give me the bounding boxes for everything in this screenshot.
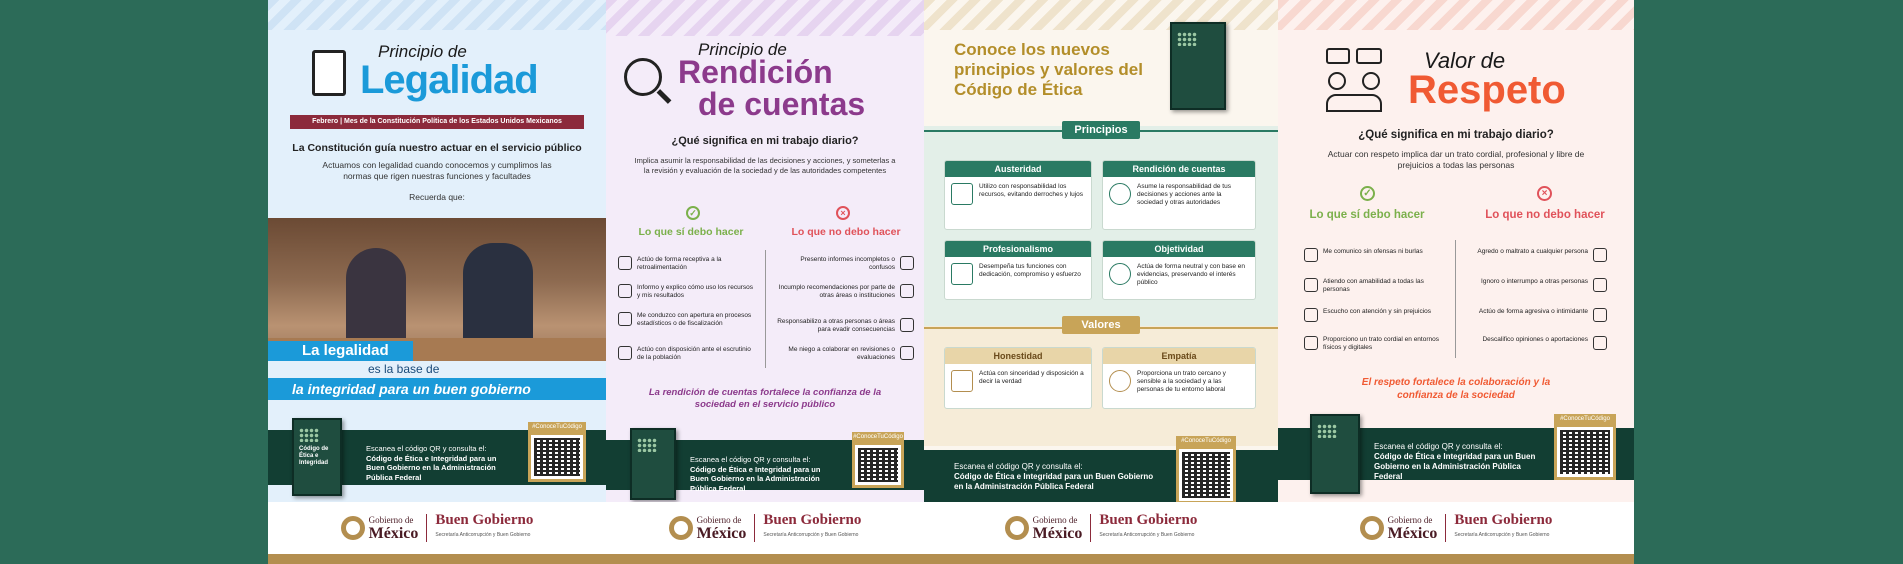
divider <box>1445 514 1446 542</box>
qr-hashtag: #ConoceTuCódigo <box>852 432 904 443</box>
poster-legalidad <box>268 0 606 564</box>
dont-item-3: Actúo de forma agresiva o intimidante <box>1478 308 1588 315</box>
gold-bar <box>268 554 606 564</box>
gob-line1: Gobierno de <box>1032 514 1078 525</box>
buen-sub: Secretaría Anticorrupción y Buen Gobierno <box>1454 532 1550 538</box>
column-divider <box>765 250 766 368</box>
qr-line2: Código de Ética e Integridad para un Buen Gobierno en la Administración Pública Federal <box>366 453 497 482</box>
title-small: Principio de <box>378 42 467 61</box>
gob-line2: México <box>1032 524 1083 542</box>
qr-line1: Escanea el código QR y consulta el: <box>366 444 487 453</box>
gobierno-logo <box>341 515 419 542</box>
qr-text <box>366 444 516 482</box>
qr-line1: Escanea el código QR y consulta el: <box>954 462 1083 471</box>
footer <box>924 502 1278 554</box>
poster-rendicion <box>606 0 924 564</box>
gold-bar <box>606 554 924 564</box>
person-man <box>463 243 533 353</box>
column-divider <box>1455 240 1456 358</box>
card-title: Rendición de cuentas <box>1103 161 1255 177</box>
title-big-2: de cuentas <box>698 86 866 122</box>
poster-respeto <box>1278 0 1634 564</box>
cross-icon: × <box>836 206 850 220</box>
book-dots-icon <box>1317 424 1337 438</box>
qr-hashtag: #ConoceTuCódigo <box>528 422 586 433</box>
gold-bar <box>924 554 1278 564</box>
buen-gobierno-logo <box>763 513 861 543</box>
book-dots-icon <box>299 428 319 442</box>
qr-code[interactable] <box>528 424 586 482</box>
headline: Conoce los nuevos principios y valores del Código de Ética <box>954 40 1143 99</box>
id-card-icon <box>951 370 973 392</box>
dont-title: Lo que no debo hacer <box>1485 209 1605 221</box>
card-title: Honestidad <box>945 348 1091 364</box>
headline: La Constitución guía nuestro actuar en el servicio público <box>292 142 582 154</box>
card-honestidad <box>944 347 1092 409</box>
cross-icon: × <box>1537 186 1552 201</box>
buen-gobierno-logo <box>1454 513 1552 543</box>
closing-text: La rendición de cuentas fortalece la confianza de la sociedad en el servicio público <box>648 387 882 410</box>
code-book <box>292 418 342 496</box>
do-icon-2 <box>618 284 632 298</box>
title-small: Valor de <box>1424 48 1506 73</box>
qr-pattern <box>858 448 898 482</box>
dont-icon-2 <box>1593 278 1607 292</box>
magnifier-handle <box>657 89 672 104</box>
do-icon-4 <box>618 346 632 360</box>
do-icon-3 <box>1304 308 1318 322</box>
title-big: Respeto <box>1408 68 1566 112</box>
card-title: Austeridad <box>945 161 1091 177</box>
book-dots-icon <box>1177 32 1197 46</box>
dont-icon-1 <box>900 256 914 270</box>
body-text: Actuamos con legalidad cuando conocemos y cumplimos las normas que rigen nuestras funciones y facultades <box>322 160 552 181</box>
check-icon: ✓ <box>686 206 700 220</box>
qr-line2: Código de Ética e Integridad para un Buen Gobierno en la Administración Pública Federal <box>690 464 821 493</box>
gobierno-logo <box>1005 515 1083 542</box>
dont-icon-2 <box>900 284 914 298</box>
gob-line1: Gobierno de <box>696 514 742 525</box>
card-text: Desempeña tus funciones con dedicación, compromiso y esfuerzo <box>979 263 1081 278</box>
qr-line1: Escanea el código QR y consulta el: <box>690 455 811 464</box>
do-item-2: Informo y explico cómo uso los recursos y mis resultados <box>637 284 753 299</box>
do-item-4: Actúo con disposición ante el escrutinio de la población <box>637 346 751 361</box>
qr-line2: Código de Ética e Integridad para un Buen Gobierno en la Administración Pública Federal <box>1374 452 1536 481</box>
do-icon-2 <box>1304 278 1318 292</box>
qr-text <box>690 455 830 493</box>
dont-icon-1 <box>1593 248 1607 262</box>
gob-line1: Gobierno de <box>368 514 414 525</box>
qr-line2: Código de Ética e Integridad para un Buen Gobierno en la Administración Pública Federal <box>954 472 1154 491</box>
divider <box>754 514 755 542</box>
people-icon <box>1109 370 1131 392</box>
qr-line1: Escanea el código QR y consulta el: <box>1374 442 1503 451</box>
dont-icon-4 <box>900 346 914 360</box>
do-title: Lo que sí debo hacer <box>1309 209 1425 221</box>
card-title: Profesionalismo <box>945 241 1091 257</box>
seal-icon <box>669 516 693 540</box>
card-text: Actúa con sinceridad y disposición a decir la verdad <box>979 370 1084 385</box>
arrows-icon <box>951 183 973 205</box>
title-big-1: Rendición <box>678 54 833 90</box>
do-icon-4 <box>1304 336 1318 350</box>
seal-icon <box>1005 516 1029 540</box>
dont-icon-3 <box>1593 308 1607 322</box>
code-book <box>1170 22 1226 110</box>
card-text: Proporciona un trato cercano y sensible a la sociedad y a las personas de tu entorno laboral <box>1137 370 1226 393</box>
do-item-3: Me conduzco con apertura en procesos estadísticos o de fiscalización <box>637 312 752 327</box>
body-text: Implica asumir la responsabilidad de las decisiones y acciones, y someterlas a la revisión y evaluación de la sociedad y de las autoridades competentes <box>634 156 896 175</box>
buen-sub: Secretaría Anticorrupción y Buen Gobierno <box>763 532 859 538</box>
gobierno-logo <box>1360 515 1438 542</box>
title-small: Principio de <box>698 40 787 59</box>
gobierno-logo <box>669 515 747 542</box>
dont-item-3: Responsabilizo a otras personas o áreas para evadir consecuencias <box>777 318 895 333</box>
footer <box>268 502 606 554</box>
divider <box>426 514 427 542</box>
dont-item-2: Incumplo recomendaciones por parte de otras áreas o instituciones <box>778 284 895 299</box>
qr-hashtag: #ConoceTuCódigo <box>1176 436 1236 447</box>
book-icon <box>312 50 346 96</box>
dont-item-4: Me niego a colaborar en revisiones o evaluaciones <box>788 346 895 361</box>
body-text: Actuar con respeto implica dar un trato cordial, profesional y libre de prejuicios a todas las personas <box>1327 149 1585 170</box>
banner-2: es la base de <box>268 361 606 378</box>
buen-gobierno-logo <box>435 513 533 543</box>
gold-bar <box>1278 554 1634 564</box>
banner-3: la integridad para un buen gobierno <box>268 378 606 400</box>
card-title: Empatía <box>1103 348 1255 364</box>
buen-sub: Secretaría Anticorrupción y Buen Gobierno <box>1099 532 1195 538</box>
buen-title: Buen Gobierno <box>435 512 534 528</box>
qr-code[interactable] <box>852 434 904 488</box>
pattern-top <box>606 0 924 36</box>
dont-item-2: Ignoro o interrumpo a otras personas <box>1481 278 1588 285</box>
book-dots-icon <box>637 438 657 452</box>
do-item-3: Escucho con atención y sin prejuicios <box>1323 308 1432 315</box>
card-title: Objetividad <box>1103 241 1255 257</box>
card-empatia <box>1102 347 1256 409</box>
code-book <box>630 428 676 500</box>
card-austeridad <box>944 160 1092 230</box>
magnifier-icon <box>624 58 662 96</box>
do-item-1: Actúo de forma receptiva a la retroalimentación <box>637 256 722 271</box>
book-title: Código de Ética e Integridad <box>299 446 329 466</box>
qr-hashtag: #ConoceTuCódigo <box>1554 414 1616 425</box>
dont-title: Lo que no debo hacer <box>791 226 901 238</box>
gob-line1: Gobierno de <box>1387 514 1433 525</box>
glasses-icon <box>1109 263 1131 285</box>
buen-sub: Secretaría Anticorrupción y Buen Gobierno <box>435 532 531 538</box>
card-rendicion <box>1102 160 1256 230</box>
monitor-icon <box>951 263 973 285</box>
buen-title: Buen Gobierno <box>763 512 862 528</box>
card-text: Asume la responsabilidad de tus decisiones y acciones ante la sociedad y otras autoridades <box>1137 183 1231 206</box>
title-big: Legalidad <box>360 58 538 102</box>
footer <box>1278 502 1634 554</box>
dont-item-1: Agredo o maltrato a cualquier persona <box>1477 248 1588 255</box>
seal-icon <box>341 516 365 540</box>
question: ¿Qué significa en mi trabajo diario? <box>671 135 859 147</box>
do-item-2: Atiendo con amabilidad a todas las personas <box>1323 278 1424 293</box>
person-woman <box>346 248 406 348</box>
divider <box>1090 514 1091 542</box>
gob-line2: México <box>368 524 419 542</box>
poster-codigo <box>924 0 1278 564</box>
valores-label: Valores <box>1062 316 1140 334</box>
code-book <box>1310 414 1360 494</box>
qr-pattern <box>1560 430 1610 474</box>
dont-item-4: Descalifico opiniones o aportaciones <box>1482 336 1588 343</box>
question: ¿Qué significa en mi trabajo diario? <box>1358 129 1554 141</box>
do-item-4: Proporciono un trato cordial en entornos físicos y digitales <box>1323 336 1439 351</box>
seal-icon <box>1360 516 1384 540</box>
qr-code[interactable] <box>1176 438 1236 504</box>
do-icon-1 <box>618 256 632 270</box>
gob-line2: México <box>696 524 747 542</box>
gob-line2: México <box>1387 524 1438 542</box>
qr-code[interactable] <box>1554 416 1616 480</box>
do-icon-3 <box>618 312 632 326</box>
check-icon: ✓ <box>1360 186 1375 201</box>
banner-1: La legalidad <box>268 341 413 361</box>
do-item-1: Me comunico sin ofensas ni burlas <box>1323 248 1423 255</box>
dont-icon-3 <box>900 318 914 332</box>
qr-text <box>954 462 1154 492</box>
magnifier-icon <box>1109 183 1131 205</box>
buen-title: Buen Gobierno <box>1454 512 1553 528</box>
do-title: Lo que sí debo hacer <box>638 226 744 238</box>
card-text: Utilizo con responsabilidad los recursos, evitando derroches y lujos <box>979 183 1084 198</box>
card-objetividad <box>1102 240 1256 300</box>
ribbon: Febrero | Mes de la Constitución Política de los Estados Unidos Mexicanos <box>290 115 584 129</box>
qr-text <box>1374 442 1540 482</box>
card-text: Actúa de forma neutral y con base en evidencias, preservando el interés público <box>1137 263 1246 286</box>
closing-text: El respeto fortalece la colaboración y la confianza de la sociedad <box>1361 377 1551 401</box>
qr-pattern <box>1182 452 1230 498</box>
do-icon-1 <box>1304 248 1318 262</box>
dont-icon-4 <box>1593 336 1607 350</box>
card-profesionalismo <box>944 240 1092 300</box>
recuerda-text: Recuerda que: <box>409 192 465 202</box>
dont-item-1: Presento informes incompletos o confusos <box>800 256 895 271</box>
footer <box>606 502 924 554</box>
buen-title: Buen Gobierno <box>1099 512 1198 528</box>
dialogue-icon <box>1326 48 1386 114</box>
principios-label: Principios <box>1062 121 1140 139</box>
pattern-top <box>1278 0 1634 30</box>
buen-gobierno-logo <box>1099 513 1197 543</box>
qr-pattern <box>534 438 580 476</box>
pattern-top <box>268 0 606 30</box>
